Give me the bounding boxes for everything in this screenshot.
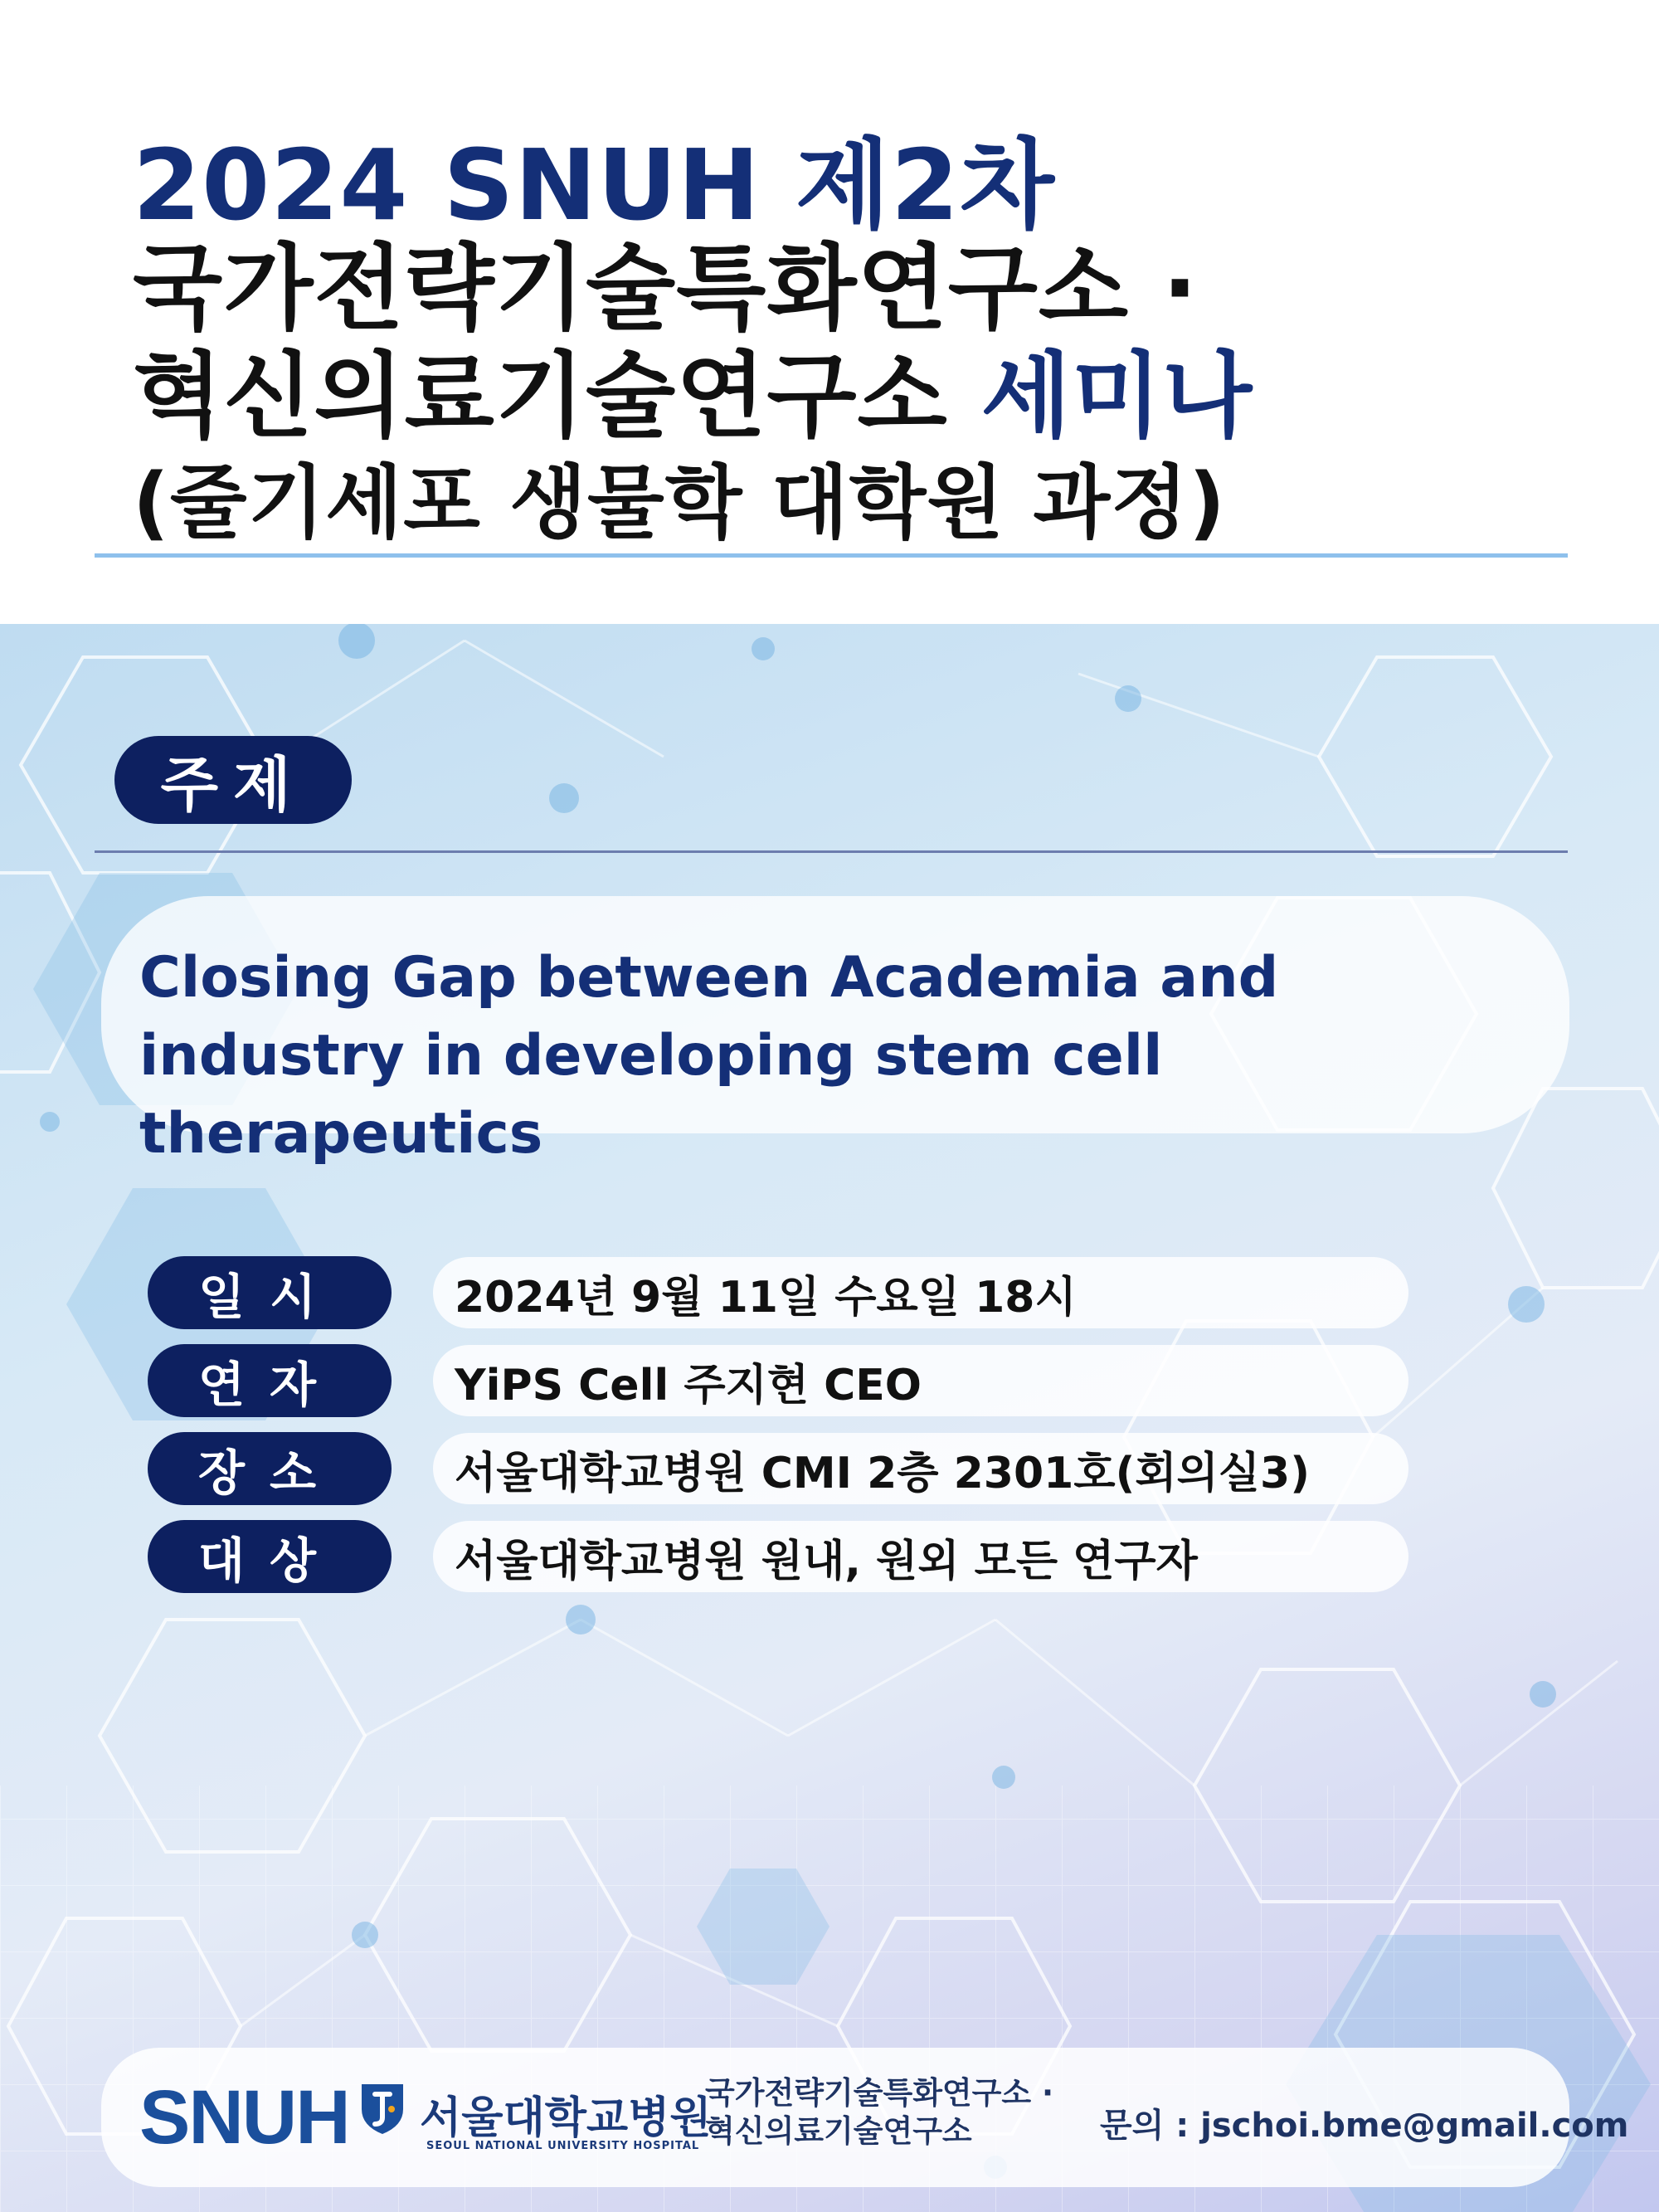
title-line-3 [133,322,1253,456]
institute-line-2: 혁신의료기술연구소 [705,2113,972,2149]
title-line-1: 2024 SNUH 제2차 [133,128,1055,242]
header [0,0,1659,624]
audience-label: 대상 [197,1532,342,1589]
title-line-3-accent: 세미나 [980,343,1253,451]
venue-label-pill [148,1432,392,1505]
institute-names [705,2074,1053,2151]
hexagon-network-graphic [0,624,1659,2212]
date-value: 2024년 9월 11일 수요일 18시 [433,1257,1408,1328]
topic-text: Closing Gap between Academia and industry in developing stem cell therapeutics [139,945,1279,1167]
speaker-label-pill [148,1344,392,1417]
date-label-pill [148,1256,392,1329]
contact-info: 문의 : jschoi.bme@gmail.com [1100,2107,1629,2145]
audience-value: 서울대학교병원 원내, 원외 모든 연구자 [433,1521,1408,1592]
snuh-logo-word: SNUH [139,2075,349,2160]
topic-label-pill [114,736,352,824]
speaker-label: 연자 [197,1357,342,1413]
title-line-2: 국가전략기술특화연구소 · [133,235,1199,343]
title-line-4: (줄기세포 생물학 대학원 과정) [133,456,1226,549]
hospital-name-en: SEOUL NATIONAL UNIVERSITY HOSPITAL [426,2140,700,2152]
venue-value: 서울대학교병원 CMI 2층 2301호(회의실3) [433,1433,1408,1504]
speaker-value: YiPS Cell 주지현 CEO [433,1345,1408,1416]
topic-label: 주제 [160,750,306,820]
hexagon-background [0,624,1659,2212]
topic-divider [95,850,1568,853]
title-divider [95,553,1568,558]
venue-label: 장소 [197,1445,342,1501]
title-line-3-main: 혁신의료기술연구소 [133,343,981,451]
audience-label-pill [148,1520,392,1593]
hospital-name-kr: 서울대학교병원 [420,2093,712,2143]
date-label: 일시 [197,1269,342,1325]
institute-line-1: 국가전략기술특화연구소 · [705,2075,1054,2111]
snuh-emblem-icon [358,2081,406,2136]
